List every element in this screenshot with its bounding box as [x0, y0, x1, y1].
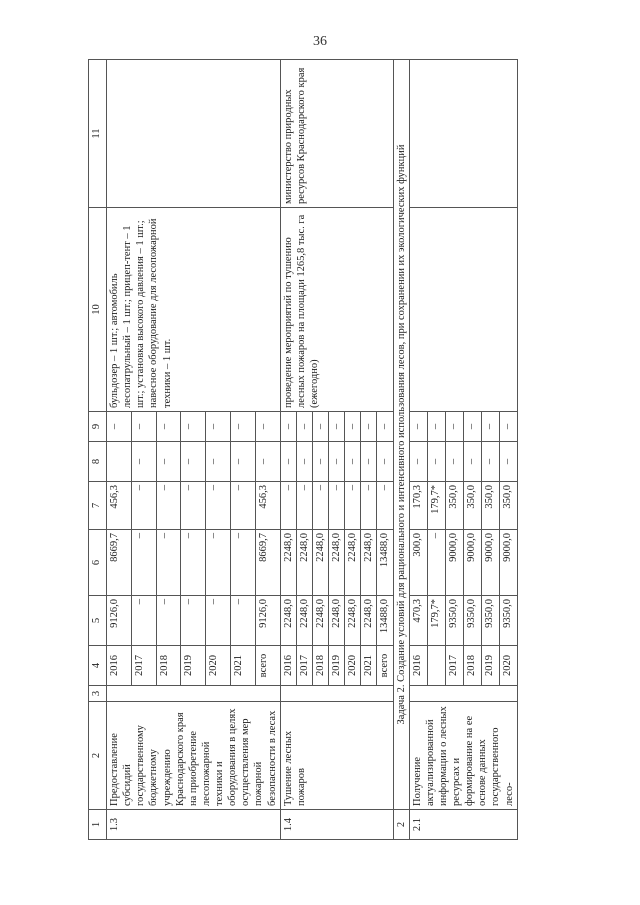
year-cell: 2021 — [361, 646, 377, 686]
header-cell: 3 — [89, 686, 107, 702]
total-cell: 470,3 — [409, 596, 427, 646]
regional-cell: 179,7* — [427, 482, 445, 530]
year-cell: 2018 — [312, 646, 328, 686]
table-row — [409, 60, 427, 840]
table-body — [89, 60, 518, 840]
year-cell: 2020 — [499, 646, 517, 686]
task-number: 2 — [393, 810, 409, 840]
task-title: Задача 2. Создание условий для рационального и интенсивного использования лесов, при сохранении их экологических функций — [393, 60, 409, 810]
regional-cell: 350,0 — [463, 482, 481, 530]
measure-number: 2.1 — [409, 810, 517, 840]
local-cell: – — [156, 442, 181, 482]
year-cell: 2020 — [345, 646, 361, 686]
page-number: 36 — [313, 34, 327, 49]
local-cell: – — [280, 442, 296, 482]
total-cell: – — [131, 596, 156, 646]
local-cell: – — [206, 442, 231, 482]
local-cell: – — [481, 442, 499, 482]
regional-cell: – — [156, 482, 181, 530]
total-cell: 2248,0 — [312, 596, 328, 646]
local-cell: – — [329, 442, 345, 482]
regional-cell: 350,0 — [445, 482, 463, 530]
year-cell: 2016 — [280, 646, 296, 686]
total-cell: 9126,0 — [255, 596, 280, 646]
local-cell: – — [255, 442, 280, 482]
empty-cell — [280, 686, 393, 702]
header-cell: 10 — [89, 208, 107, 412]
extra-cell: – — [361, 412, 377, 442]
total-cell: – — [206, 596, 231, 646]
federal-cell: – — [427, 530, 445, 596]
year-cell: 2017 — [131, 646, 156, 686]
total-cell: 2248,0 — [329, 596, 345, 646]
year-cell: 2019 — [181, 646, 206, 686]
federal-cell: 9000,0 — [463, 530, 481, 596]
federal-cell: – — [230, 530, 255, 596]
local-cell: – — [499, 442, 517, 482]
result-cell: проведение мероприятий по тушению лесных пожаров на площади 1265,8 тыс. га (ежегодно) — [280, 208, 393, 412]
measure-name: Предоставление субсидий государственному бюджетному учреждению Краснодарского края на приобретение лесопожарной техники и оборудования в целях осуществления мер пожарной безопасности в лесах — [107, 702, 281, 810]
regional-cell: – — [230, 482, 255, 530]
year-cell: 2020 — [206, 646, 231, 686]
total-cell: 2248,0 — [280, 596, 296, 646]
measure-number: 1.3 — [107, 810, 281, 840]
federal-cell: 9000,0 — [481, 530, 499, 596]
year-cell: 2019 — [329, 646, 345, 686]
extra-cell: – — [377, 412, 393, 442]
empty-cell — [409, 686, 517, 702]
total-cell: 9350,0 — [499, 596, 517, 646]
total-cell: – — [156, 596, 181, 646]
regional-cell: – — [181, 482, 206, 530]
local-cell: – — [427, 442, 445, 482]
year-cell: 2018 — [463, 646, 481, 686]
measure-name: Тушение лесных пожаров — [280, 702, 393, 810]
year-cell: 2017 — [296, 646, 312, 686]
total-cell: 9126,0 — [107, 596, 132, 646]
task-row — [393, 60, 409, 840]
result-cell — [409, 208, 517, 412]
local-cell: – — [312, 442, 328, 482]
regional-cell: – — [329, 482, 345, 530]
extra-cell: – — [206, 412, 231, 442]
local-cell: – — [409, 442, 427, 482]
local-cell: – — [361, 442, 377, 482]
table-row — [107, 60, 132, 840]
year-cell: 2021 — [230, 646, 255, 686]
regional-cell: – — [206, 482, 231, 530]
federal-cell: 8669,7 — [107, 530, 132, 596]
regional-cell: – — [312, 482, 328, 530]
total-cell: – — [230, 596, 255, 646]
regional-cell: – — [361, 482, 377, 530]
total-cell: 179,7* — [427, 596, 445, 646]
federal-cell: – — [156, 530, 181, 596]
year-cell: всего — [377, 646, 393, 686]
total-cell: 2248,0 — [345, 596, 361, 646]
federal-cell: – — [181, 530, 206, 596]
local-cell: – — [345, 442, 361, 482]
federal-cell: 2248,0 — [361, 530, 377, 596]
header-row — [89, 60, 107, 840]
table-rotator — [88, 60, 515, 840]
regional-cell: 350,0 — [499, 482, 517, 530]
total-cell: 2248,0 — [296, 596, 312, 646]
header-cell: 11 — [89, 60, 107, 208]
federal-cell: – — [206, 530, 231, 596]
federal-cell: – — [131, 530, 156, 596]
federal-cell: 9000,0 — [499, 530, 517, 596]
local-cell — [107, 442, 132, 482]
total-cell: – — [181, 596, 206, 646]
regional-cell: – — [280, 482, 296, 530]
extra-cell: – — [499, 412, 517, 442]
regional-cell: 456,3 — [255, 482, 280, 530]
executor-cell — [107, 60, 281, 208]
extra-cell: – — [156, 412, 181, 442]
extra-cell: – — [329, 412, 345, 442]
header-cell: 1 — [89, 810, 107, 840]
regional-cell: 170,3 — [409, 482, 427, 530]
year-cell: всего — [255, 646, 280, 686]
total-cell: 13488,0 — [377, 596, 393, 646]
regional-cell: – — [345, 482, 361, 530]
header-cell: 2 — [89, 702, 107, 810]
extra-cell: – — [481, 412, 499, 442]
extra-cell: – — [181, 412, 206, 442]
total-cell: 9350,0 — [481, 596, 499, 646]
federal-cell: 2248,0 — [345, 530, 361, 596]
federal-cell: 13488,0 — [377, 530, 393, 596]
rotated-table-area — [88, 60, 515, 840]
federal-cell: 300,0 — [409, 530, 427, 596]
executor-cell: министерство природных ресурсов Краснодарского края — [280, 60, 393, 208]
extra-cell: – — [445, 412, 463, 442]
header-cell: 8 — [89, 442, 107, 482]
extra-cell: – — [280, 412, 296, 442]
extra-cell: – — [131, 412, 156, 442]
extra-cell: – — [107, 412, 132, 442]
regional-cell: 350,0 — [481, 482, 499, 530]
extra-cell: – — [345, 412, 361, 442]
local-cell: – — [230, 442, 255, 482]
local-cell: – — [377, 442, 393, 482]
extra-cell: – — [463, 412, 481, 442]
federal-cell: 2248,0 — [312, 530, 328, 596]
extra-cell: – — [230, 412, 255, 442]
measure-name: Получение актуализированной информации о лесных ресурсах и формирование на ее основе данных государственного лесо- — [409, 702, 517, 810]
extra-cell: – — [427, 412, 445, 442]
year-cell — [427, 646, 445, 686]
header-cell: 7 — [89, 482, 107, 530]
regional-cell: – — [377, 482, 393, 530]
program-table — [88, 59, 518, 840]
regional-cell: 456,3 — [107, 482, 132, 530]
total-cell: 2248,0 — [361, 596, 377, 646]
measure-number: 1.4 — [280, 810, 393, 840]
federal-cell: 2248,0 — [296, 530, 312, 596]
total-cell: 9350,0 — [463, 596, 481, 646]
federal-cell: 8669,7 — [255, 530, 280, 596]
year-cell: 2017 — [445, 646, 463, 686]
local-cell: – — [296, 442, 312, 482]
local-cell: – — [181, 442, 206, 482]
result-cell: бульдозер – 1 шт.; автомобиль лесопатрульный – 1 шт.; прицеп-тент – 1 шт.; установка высокого давления – 1 шт.; навесное оборудование для лесопожарной техники – 1 шт. — [107, 208, 281, 412]
extra-cell: – — [255, 412, 280, 442]
extra-cell: – — [409, 412, 427, 442]
executor-cell — [409, 60, 517, 208]
header-cell: 6 — [89, 530, 107, 596]
regional-cell: – — [296, 482, 312, 530]
empty-cell — [107, 686, 281, 702]
year-cell: 2019 — [481, 646, 499, 686]
regional-cell: – — [131, 482, 156, 530]
year-cell: 2016 — [409, 646, 427, 686]
header-cell: 4 — [89, 646, 107, 686]
federal-cell: 2248,0 — [329, 530, 345, 596]
federal-cell: 2248,0 — [280, 530, 296, 596]
year-cell: 2016 — [107, 646, 132, 686]
total-cell: 9350,0 — [445, 596, 463, 646]
local-cell: – — [131, 442, 156, 482]
local-cell: – — [463, 442, 481, 482]
federal-cell: 9000,0 — [445, 530, 463, 596]
year-cell: 2018 — [156, 646, 181, 686]
header-cell: 5 — [89, 596, 107, 646]
header-cell: 9 — [89, 412, 107, 442]
table-row — [280, 60, 296, 840]
local-cell: – — [445, 442, 463, 482]
extra-cell: – — [296, 412, 312, 442]
extra-cell: – — [312, 412, 328, 442]
